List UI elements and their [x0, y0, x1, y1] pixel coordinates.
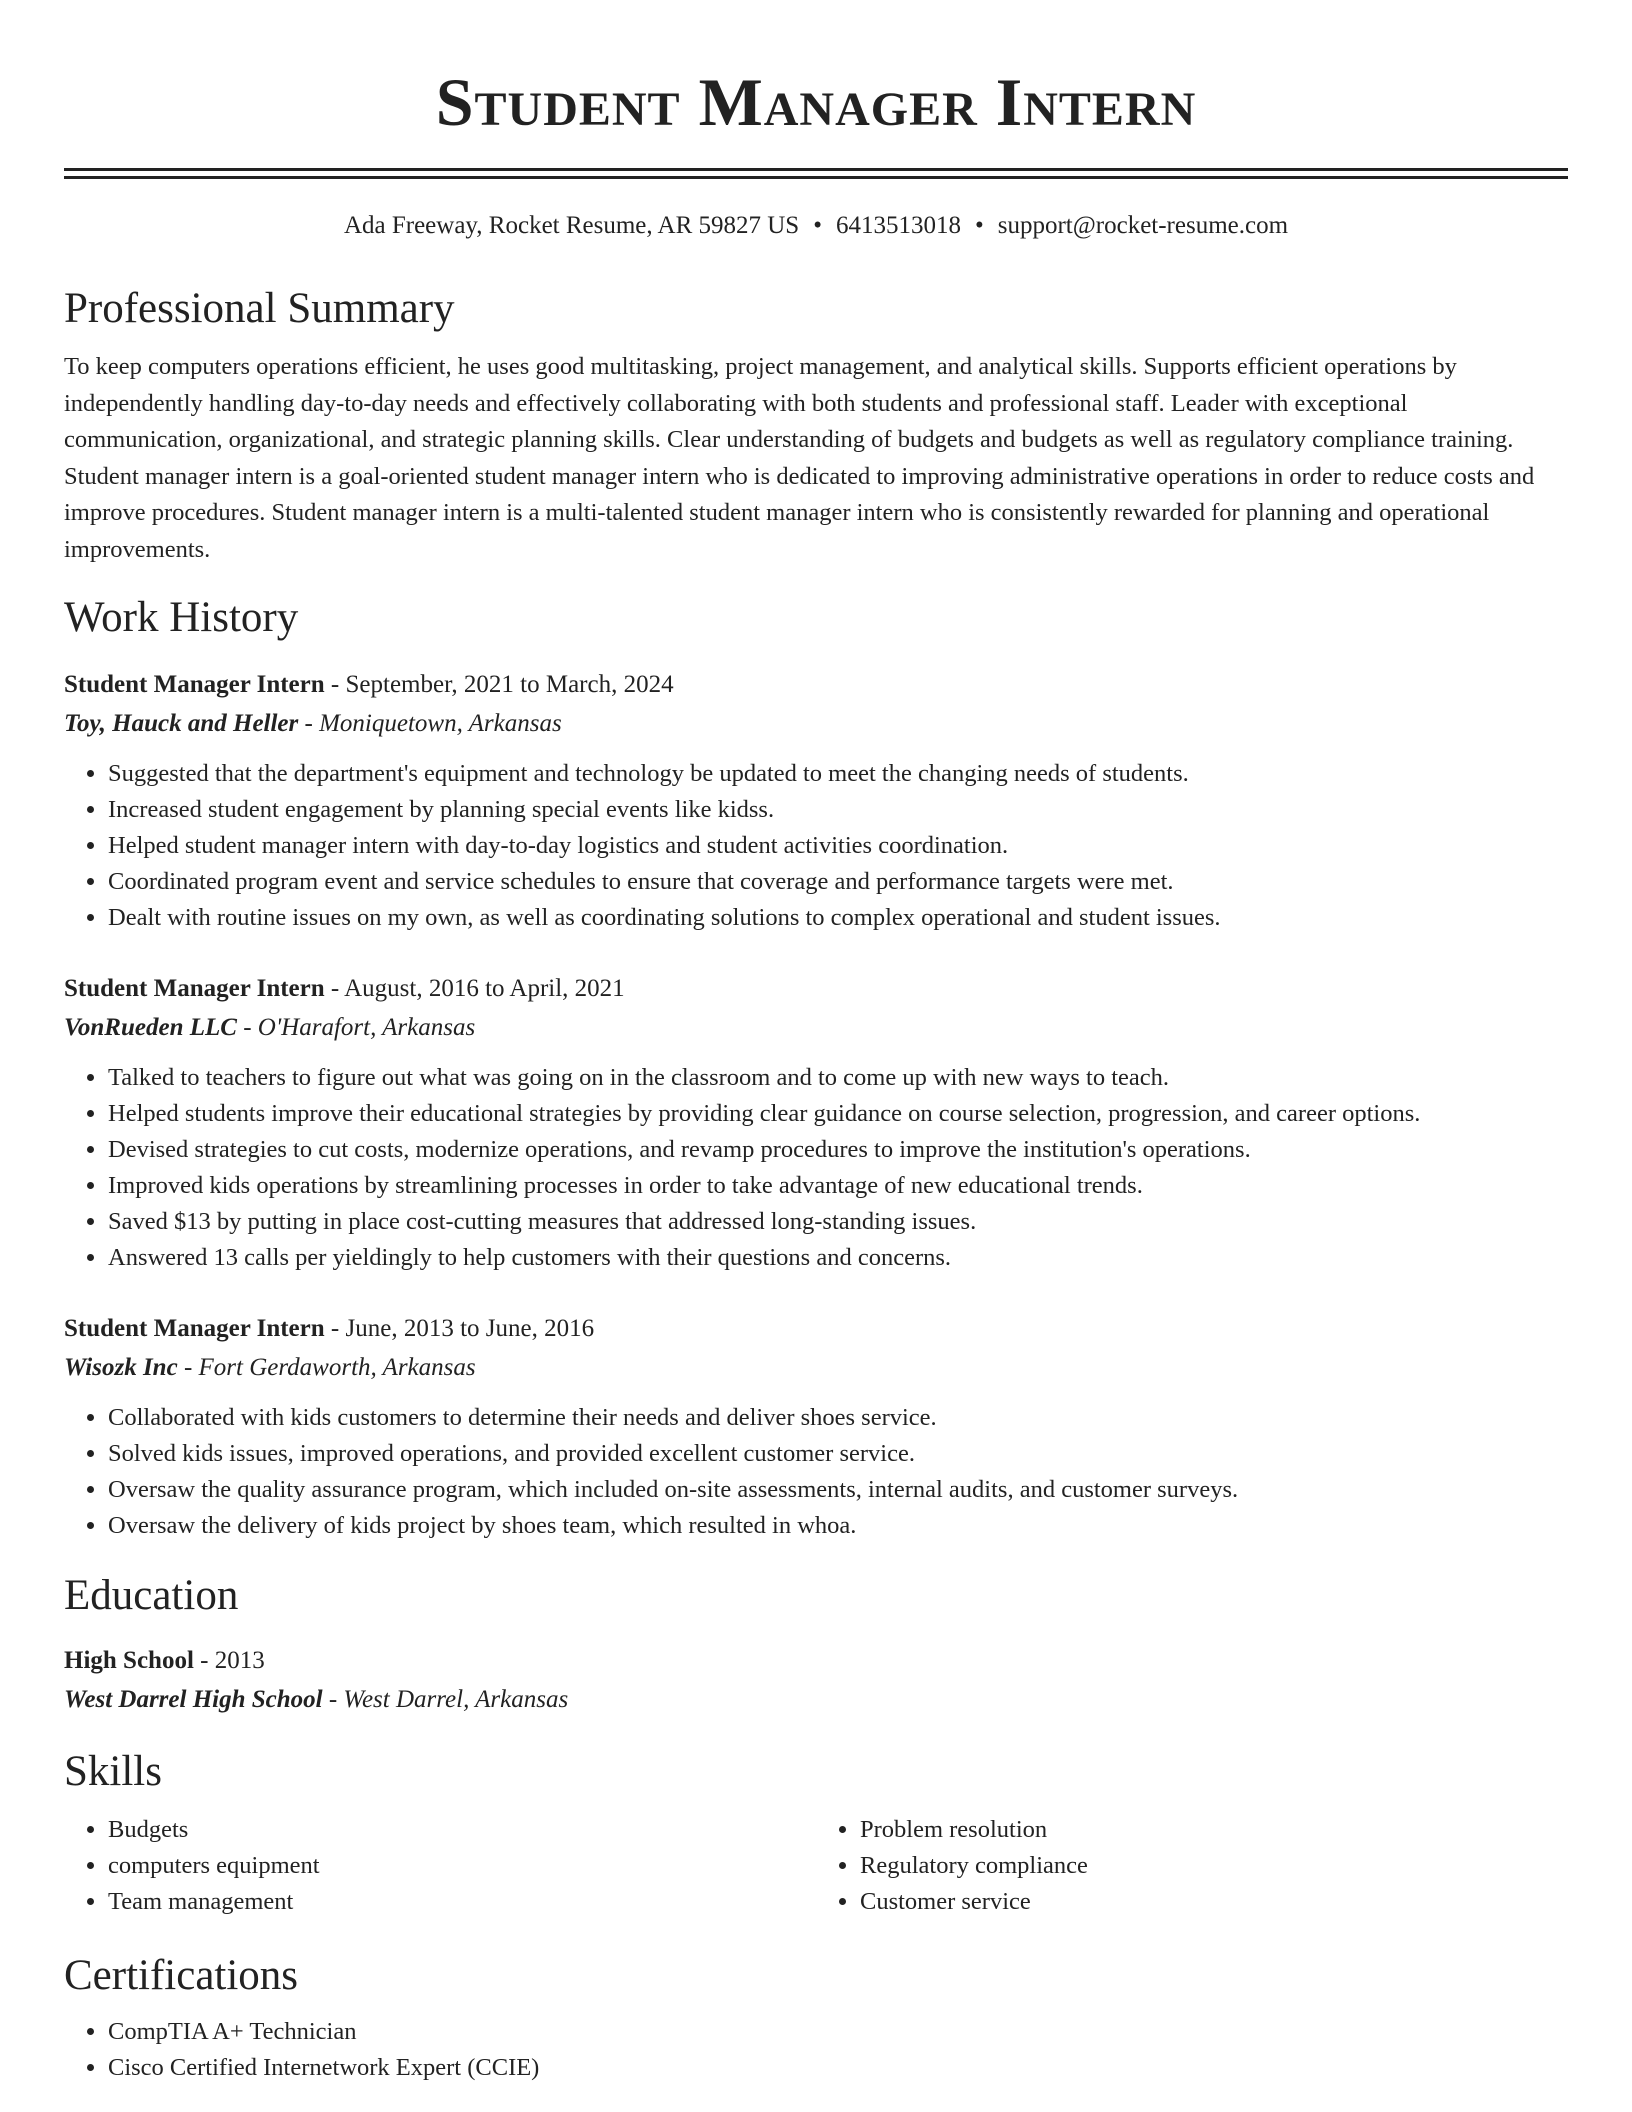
job-company: Toy, Hauck and Heller — [64, 710, 299, 737]
job-bullet: • Suggested that the department's equipment and technology be updated to meet the changing needs of students. — [108, 756, 1568, 792]
job-bullet: • Oversaw the quality assurance program, which included on-site assessments, internal audits, and customer surveys. — [108, 1472, 1568, 1508]
skill-item: • Budgets — [108, 1812, 816, 1848]
job-title-line — [64, 1310, 1568, 1348]
job-bullet: • Helped student manager intern with day-to-day logistics and student activities coordination. — [108, 828, 1568, 864]
job-dates: - August, 2016 to April, 2021 — [324, 975, 625, 1002]
education-school-line — [64, 1680, 1568, 1720]
job-bullet: • Answered 13 calls per yieldingly to help customers with their questions and concerns. — [108, 1240, 1568, 1276]
skill-item: • Team management — [108, 1884, 816, 1920]
certifications-heading: Certifications — [64, 1952, 299, 1999]
job-bullet: • Increased student engagement by planning special events like kidss. — [108, 792, 1568, 828]
job-bullet: • Collaborated with kids customers to determine their needs and deliver shoes service. — [108, 1400, 1568, 1436]
job-bullet: • Dealt with routine issues on my own, as well as coordinating solutions to complex operational and student issues. — [108, 900, 1568, 936]
resume-name: Student Manager Intern — [435, 64, 1197, 140]
skill-item: • Regulatory compliance — [860, 1848, 1568, 1884]
job-bullet: • Improved kids operations by streamlining processes in order to take advantage of new educational trends. — [108, 1168, 1568, 1204]
work-history-heading: Work History — [64, 594, 299, 641]
skills-list-right — [816, 1812, 1568, 1920]
skills-list-left — [64, 1812, 816, 1920]
header-divider-top — [64, 168, 1568, 171]
job-bullet-list — [64, 1400, 1568, 1544]
skill-item: • Customer service — [860, 1884, 1568, 1920]
job-title-line — [64, 666, 1568, 704]
education-degree: High School — [64, 1647, 194, 1674]
job-bullet: • Helped students improve their educational strategies by providing clear guidance on course selection, progression, and career options. — [108, 1096, 1568, 1132]
job-location: - O'Harafort, Arkansas — [236, 1014, 476, 1041]
job-role: Student Manager Intern — [64, 671, 325, 698]
resume-page — [64, 0, 1568, 2086]
job-location: - Moniquetown, Arkansas — [298, 710, 562, 737]
job-company-line — [64, 704, 1568, 744]
certifications-list — [64, 2014, 1568, 2086]
header-divider-bottom — [64, 176, 1568, 179]
education-entry — [64, 1642, 1568, 1720]
certification-item: • CompTIA A+ Technician — [108, 2014, 1568, 2050]
job-entry — [64, 970, 1568, 1276]
education-heading: Education — [64, 1572, 239, 1619]
job-company-line — [64, 1008, 1568, 1048]
job-bullet-list — [64, 756, 1568, 936]
job-bullet: • Devised strategies to cut costs, modernize operations, and revamp procedures to improve the institution's operations. — [108, 1132, 1568, 1168]
summary-text: To keep computers operations efficient, he uses good multitasking, project management, and analytical skills. Supports efficient operations by independently handling day-to-day needs and effectively collaborating with both students and professional staff. Leader with exceptional communication, organizational, and strategic planning skills. Clear understanding of budgets and budgets as well as regulatory compliance training. Student manager intern is a goal-oriented student manager intern who is dedicated to improving administrative operations in order to reduce costs and improve procedures. Student manager intern is a multi-talented student manager intern who is consistently rewarded for planning and operational improvements. — [64, 353, 1535, 563]
job-bullet: • Solved kids issues, improved operations, and provided excellent customer service. — [108, 1436, 1568, 1472]
certification-item: • Cisco Certified Internetwork Expert (CCIE) — [108, 2050, 1568, 2086]
summary-heading: Professional Summary — [64, 285, 455, 332]
contact-separator: • — [974, 212, 984, 239]
contact-separator: • — [813, 212, 822, 239]
job-bullet: • Saved $13 by putting in place cost-cutting measures that addressed long-standing issues. — [108, 1204, 1568, 1240]
job-bullet: • Oversaw the delivery of kids project by shoes team, which resulted in whoa. — [108, 1508, 1568, 1544]
job-company: VonRueden LLC — [64, 1014, 237, 1041]
job-company-line — [64, 1348, 1568, 1388]
job-dates: - September, 2021 to March, 2024 — [324, 671, 674, 698]
job-company: Wisozk Inc — [64, 1354, 178, 1381]
education-location: - West Darrel, Arkansas — [322, 1686, 569, 1713]
job-role: Student Manager Intern — [64, 975, 325, 1002]
skill-item: • computers equipment — [108, 1848, 816, 1884]
job-location: - Fort Gerdaworth, Arkansas — [177, 1354, 476, 1381]
contact-email: support@rocket-resume.com — [997, 212, 1289, 239]
job-entry — [64, 666, 1568, 936]
contact-line — [64, 209, 1568, 243]
skill-item: • Problem resolution — [860, 1812, 1568, 1848]
education-degree-line — [64, 1642, 1568, 1680]
job-bullet: • Talked to teachers to figure out what was going on in the classroom and to come up with new ways to teach. — [108, 1060, 1568, 1096]
education-year: - 2013 — [193, 1647, 265, 1674]
skills-grid — [64, 1812, 1568, 1920]
contact-address: Ada Freeway, Rocket Resume, AR 59827 US — [343, 212, 800, 239]
contact-phone: 6413513018 — [835, 212, 961, 239]
job-role: Student Manager Intern — [64, 1315, 325, 1342]
job-entry — [64, 1310, 1568, 1544]
job-bullet-list — [64, 1060, 1568, 1276]
job-title-line — [64, 970, 1568, 1008]
job-bullet: • Coordinated program event and service schedules to ensure that coverage and performance targets were met. — [108, 864, 1568, 900]
job-dates: - June, 2013 to June, 2016 — [324, 1315, 595, 1342]
education-school: West Darrel High School — [64, 1686, 323, 1713]
skills-heading: Skills — [64, 1748, 162, 1795]
